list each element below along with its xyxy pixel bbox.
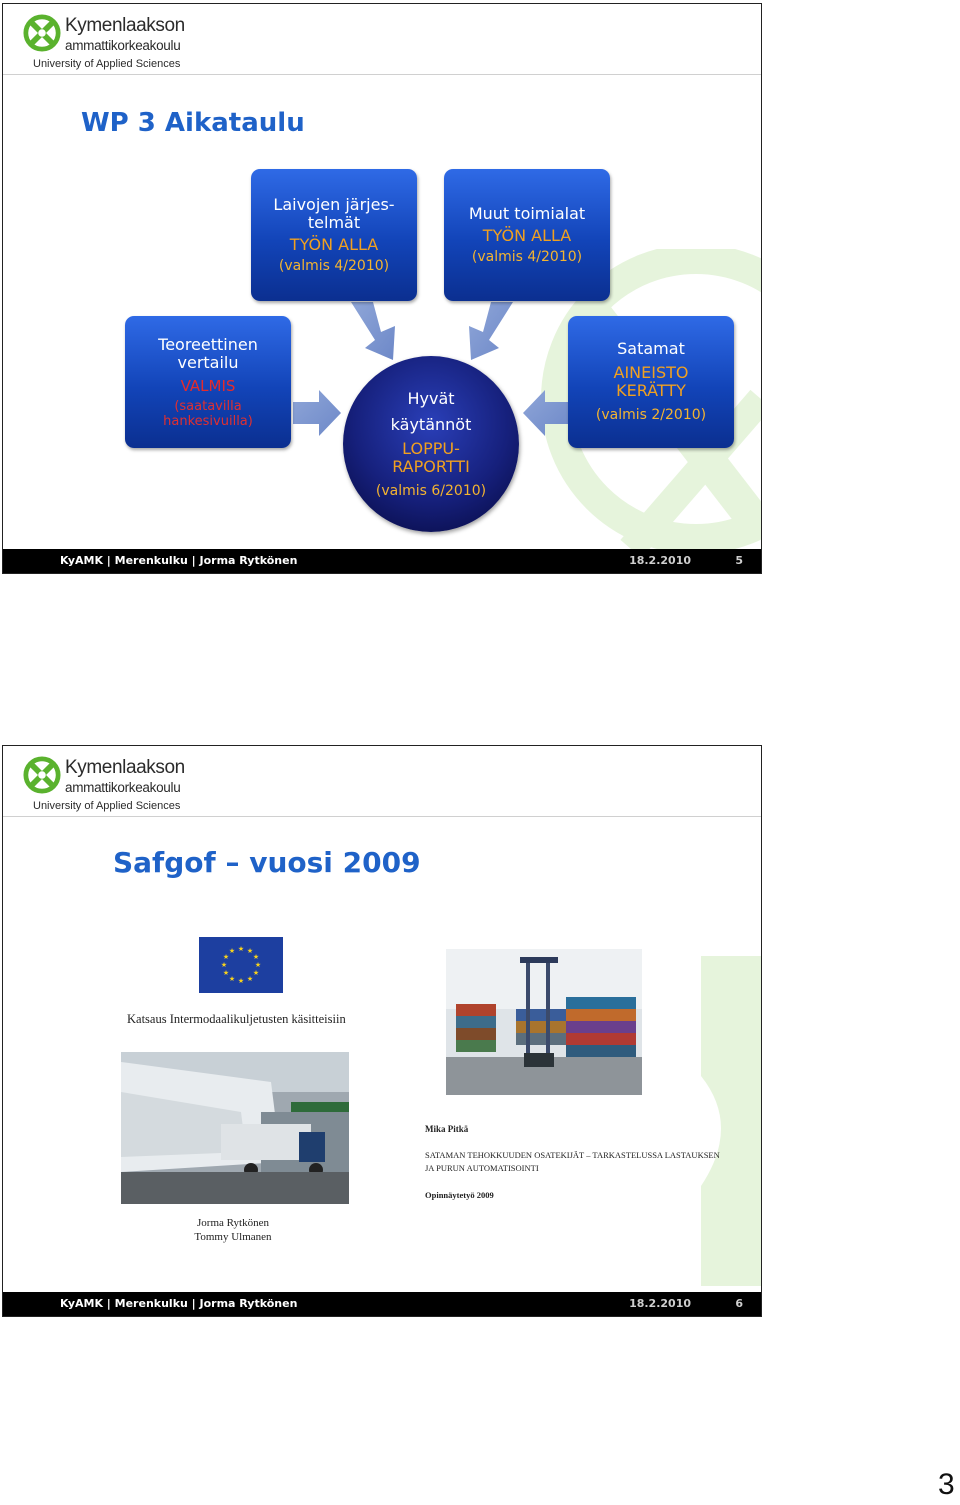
kyamk-logo: [23, 12, 183, 72]
circle-status: LOPPU-: [402, 439, 460, 458]
box-note: (saatavilla: [174, 398, 242, 414]
logo-emblem-icon: [23, 756, 61, 794]
arrow-down-left-icon: [461, 300, 521, 362]
footer-text: KyAMK | Merenkulku | Jorma Rytkönen: [60, 1297, 298, 1310]
logo-subtitle: ammattikorkeakoulu: [65, 38, 181, 53]
document-page-number: 3: [938, 1468, 955, 1501]
svg-text:★: ★: [228, 975, 236, 983]
footer-page-number: 6: [735, 1297, 743, 1310]
satamat-box: [568, 316, 734, 448]
slide-footer: [3, 549, 761, 573]
box-label: Laivojen järjes-: [273, 194, 395, 214]
box-label: telmät: [307, 212, 361, 232]
box-status: KERÄTTY: [616, 381, 686, 400]
slide-title: WP 3 Aikataulu: [81, 108, 305, 138]
header-divider: [3, 74, 761, 75]
svg-text:★: ★: [237, 977, 245, 985]
author-name: Jorma Rytkönen: [197, 1217, 269, 1229]
box-label: Muut toimialat: [468, 203, 586, 223]
circle-date: (valmis 6/2010): [375, 483, 487, 499]
svg-text:★: ★: [237, 945, 245, 953]
box-label: vertailu: [177, 352, 239, 372]
logo-watermark-decoration: [701, 956, 761, 1286]
box-status: TYÖN ALLA: [289, 234, 379, 254]
box-date: (valmis 2/2010): [595, 407, 707, 423]
header-divider: [3, 816, 761, 817]
container-port-photo: [446, 949, 642, 1095]
svg-text:★: ★: [246, 975, 254, 983]
svg-text:★: ★: [228, 947, 236, 955]
box-date: (valmis 4/2010): [278, 257, 390, 274]
logo-emblem-icon: [23, 14, 61, 52]
arrow-right-icon: [293, 390, 341, 436]
kyamk-logo: [23, 754, 183, 814]
box-status: TYÖN ALLA: [482, 225, 572, 245]
slide-title: Safgof – vuosi 2009: [113, 846, 421, 879]
footer-text: KyAMK | Merenkulku | Jorma Rytkönen: [60, 554, 298, 567]
thesis-author: Mika Pitkä: [425, 1124, 469, 1134]
teoreettinen-vertailu-box: [125, 316, 291, 448]
slide-6: [2, 745, 762, 1317]
svg-text:★: ★: [222, 969, 230, 977]
ship-truck-photo: [121, 1052, 349, 1204]
laivojen-jarjestelmat-box: [251, 169, 417, 301]
box-status: AINEISTO: [613, 363, 689, 382]
box-date: (valmis 4/2010): [471, 248, 583, 265]
thesis-type: Opinnäytetyö 2009: [425, 1190, 494, 1200]
svg-text:★: ★: [254, 961, 262, 969]
box-status: VALMIS: [180, 376, 236, 395]
footer-page-number: 5: [735, 554, 743, 567]
logo-university: University of Applied Sciences: [33, 800, 181, 812]
arrow-left-icon: [523, 390, 571, 436]
hyvat-kaytannot-circle: [343, 356, 519, 532]
eu-flag-icon: [199, 937, 283, 993]
footer-date: 18.2.2010: [629, 1297, 691, 1310]
svg-text:★: ★: [252, 953, 260, 961]
slide-5: [2, 3, 762, 574]
circle-status: RAPORTTI: [392, 457, 470, 476]
circle-label: Hyvät: [407, 389, 455, 408]
muut-toimialat-box: [444, 169, 610, 301]
thesis-title-line: JA PURUN AUTOMATISOINTI: [425, 1163, 539, 1173]
logo-subtitle: ammattikorkeakoulu: [65, 780, 181, 795]
box-label: Teoreettinen: [158, 334, 258, 354]
svg-text:★: ★: [252, 969, 260, 977]
footer-date: 18.2.2010: [629, 554, 691, 567]
slide-footer: [3, 1292, 761, 1316]
report-cover-title: Katsaus Intermodaalikuljetusten käsitteisiin: [127, 1012, 346, 1026]
thesis-title-line: SATAMAN TEHOKKUUDEN OSATEKIJÄT – TARKASTELUSSA LASTAUKSEN: [425, 1150, 720, 1160]
logo-name: Kymenlaakson: [65, 15, 185, 36]
arrow-down-right-icon: [343, 300, 403, 362]
logo-name: Kymenlaakson: [65, 757, 185, 778]
logo-university: University of Applied Sciences: [33, 58, 181, 70]
report-authors: [183, 1216, 283, 1244]
author-name: Tommy Ulmanen: [194, 1231, 272, 1243]
circle-label: käytännöt: [390, 415, 472, 434]
svg-text:★: ★: [222, 953, 230, 961]
box-label: Satamat: [617, 339, 685, 358]
svg-text:★: ★: [246, 947, 254, 955]
svg-text:★: ★: [220, 961, 228, 969]
box-note: hankesivuilla): [163, 413, 253, 429]
